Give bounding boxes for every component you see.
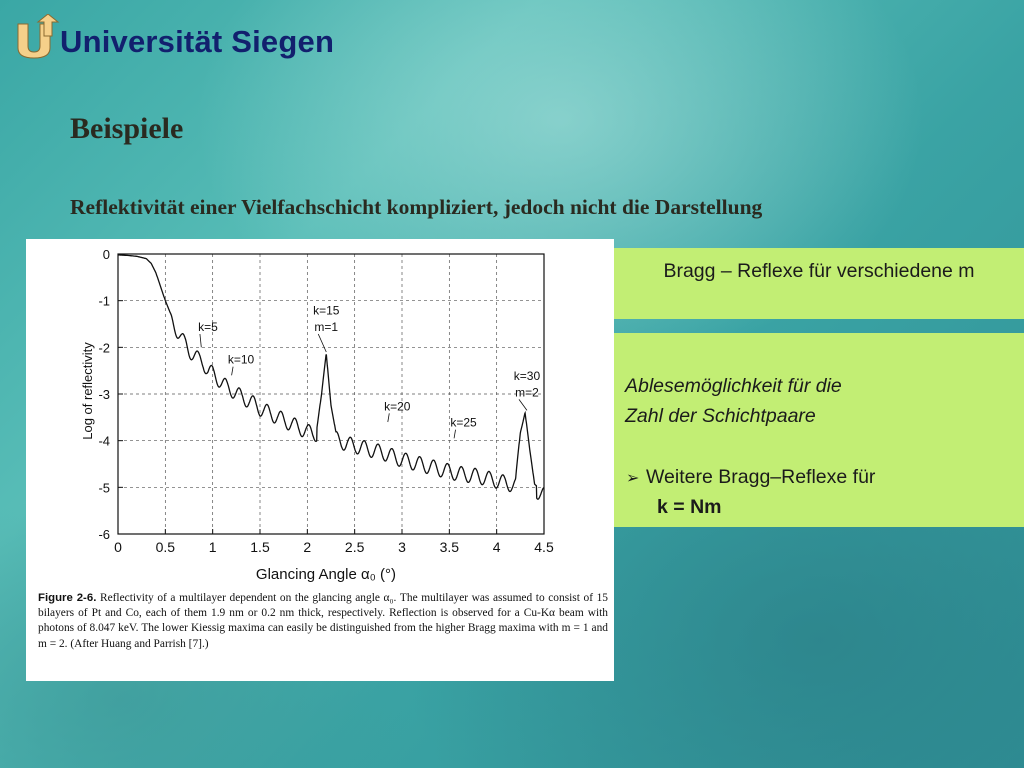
x-tick-label: 0.5 — [155, 539, 176, 555]
y-tick-label: -2 — [98, 340, 110, 356]
y-axis-label: Log of reflectivity — [80, 342, 95, 440]
x-tick-label: 1.5 — [250, 539, 270, 555]
x-tick-label: 1 — [208, 539, 217, 555]
x-axis-label: Glancing Angle α₀ (°) — [255, 566, 397, 583]
annotation-leader — [318, 334, 326, 352]
y-tick-label: 0 — [102, 247, 110, 262]
annotation-label: k=15 — [313, 303, 340, 318]
caption-text: Reflectivity of a multilayer dependent on the glancing angle α₀. The multilayer was assumed to consist of 15 bilayers of Pt and Co, each of them 1.9 nm or 0.2 nm thick, respectively. Reflection is observed for a Cu-Kα beam with photons of 8.047 keV. The lower Kiessig maxima can easily be distinguished from the higher Bragg maxima with m = 1 and m = 2. (After Huang and Parrish [7].) — [38, 592, 608, 650]
y-tick-label: -6 — [98, 527, 110, 542]
annotation-leader — [388, 413, 389, 422]
x-tick-label: 3.5 — [439, 539, 460, 555]
annotation-label: k=20 — [384, 399, 411, 414]
bullet-item — [626, 466, 875, 489]
slide-subtitle: Reflektivität einer Vielfachschicht kompliziert, jedoch nicht die Darstellung — [70, 195, 763, 219]
chart-annotations — [198, 304, 540, 439]
slide-title: Beispiele — [70, 112, 184, 145]
x-tick-label: 0 — [114, 539, 122, 555]
annotation-leader — [200, 334, 201, 347]
x-tick-labels — [114, 539, 554, 555]
bragg-title: Bragg – Reflexe für verschiedene m — [663, 260, 975, 282]
x-tick-label: 2.5 — [344, 539, 365, 555]
x-tick-label: 4.5 — [534, 539, 554, 555]
bragg-info-box — [614, 248, 1024, 319]
chart-grid — [118, 254, 544, 534]
chart-series — [118, 255, 544, 499]
caption-label: Figure 2-6. — [38, 592, 97, 604]
figure-caption — [38, 591, 608, 652]
university-name: Universität Siegen — [60, 24, 335, 59]
y-tick-label: -5 — [98, 480, 110, 496]
x-tick-label: 2 — [303, 539, 312, 555]
annotation-label: k=30 — [513, 369, 541, 383]
readout-info-box — [614, 333, 1024, 527]
y-tick-labels — [98, 247, 110, 542]
annotation-label: k=5 — [198, 320, 218, 334]
x-tick-label: 3 — [398, 539, 406, 555]
bullet-text: Weitere Bragg–Reflexe für — [646, 466, 876, 488]
y-tick-label: -4 — [98, 433, 110, 449]
university-logo — [14, 14, 62, 60]
annotation-label: k=10 — [227, 352, 255, 367]
annotation-leader — [519, 399, 527, 410]
reflectivity-figure — [26, 239, 614, 681]
arrow-bullet-icon: ➢ — [626, 470, 640, 487]
x-tick-label: 4 — [492, 539, 501, 555]
reflectivity-curve — [118, 255, 544, 499]
formula-text: k = Nm — [657, 496, 722, 518]
annotation-leader — [454, 430, 455, 439]
y-tick-label: -3 — [98, 387, 110, 402]
annotation-leader — [232, 367, 233, 376]
annotation-label: k=25 — [450, 415, 477, 430]
annotation-label: m=1 — [314, 320, 339, 334]
y-tick-label: -1 — [98, 293, 110, 309]
readout-line-1: Ablesemöglichkeit für die — [625, 375, 842, 397]
annotation-label: m=2 — [515, 385, 539, 400]
reflectivity-chart — [26, 239, 614, 589]
readout-line-2: Zahl der Schichtpaare — [625, 405, 816, 427]
